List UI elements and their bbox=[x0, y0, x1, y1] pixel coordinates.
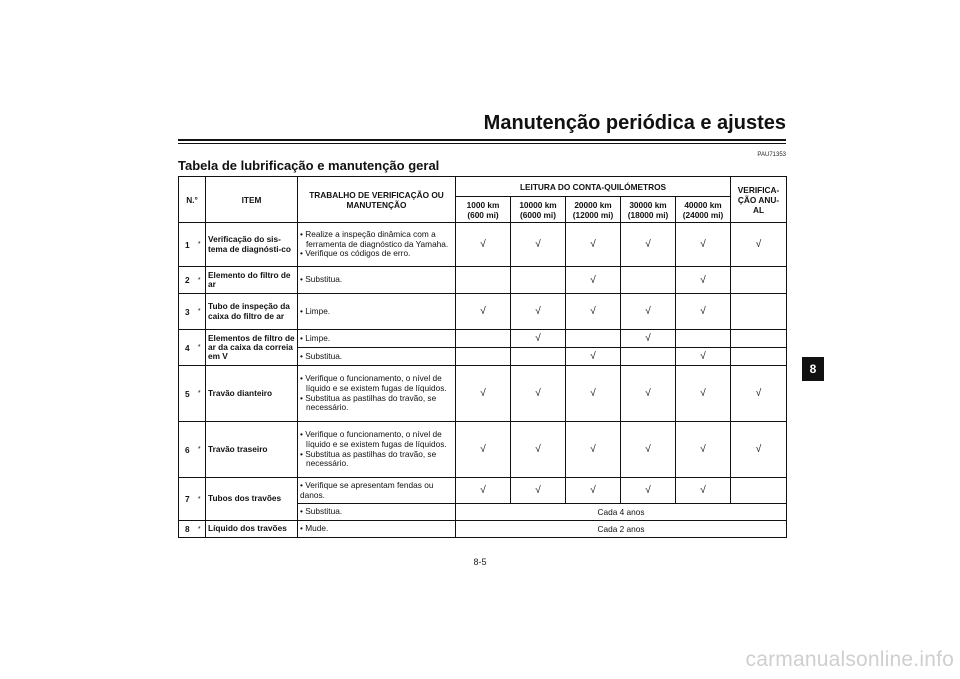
row-work: • Substitua. bbox=[298, 267, 456, 294]
check-cell-empty bbox=[731, 478, 787, 504]
check-cell-empty bbox=[511, 267, 566, 294]
check-cell-empty bbox=[621, 267, 676, 294]
row-work: • Substitua. bbox=[298, 504, 456, 521]
check-mark: √ bbox=[456, 366, 511, 422]
table-row bbox=[179, 366, 787, 422]
check-mark: √ bbox=[676, 267, 731, 294]
check-mark: √ bbox=[511, 223, 566, 267]
check-mark: √ bbox=[566, 478, 621, 504]
check-mark: √ bbox=[456, 478, 511, 504]
check-mark: √ bbox=[566, 348, 621, 366]
row-number: 2 bbox=[179, 267, 196, 294]
row-work: • Limpe. bbox=[298, 294, 456, 330]
asterisk-mark: * bbox=[196, 267, 206, 294]
check-mark: √ bbox=[511, 294, 566, 330]
row-work: • Substitua. bbox=[298, 348, 456, 366]
check-mark: √ bbox=[511, 330, 566, 348]
header-rule-thin bbox=[178, 143, 786, 144]
check-mark: √ bbox=[566, 267, 621, 294]
row-work: • Verifique se apresentam fendas ou danos. bbox=[298, 478, 456, 504]
check-mark: √ bbox=[566, 366, 621, 422]
asterisk-mark: * bbox=[196, 294, 206, 330]
table-row bbox=[179, 521, 787, 538]
header-work: TRABALHO DE VERIFICAÇÃO OU MANUTENÇÃO bbox=[298, 177, 456, 223]
check-mark: √ bbox=[676, 478, 731, 504]
header-odometer: LEITURA DO CONTA-QUILÓMETROS bbox=[456, 177, 731, 197]
header-rule bbox=[178, 139, 786, 141]
check-mark: √ bbox=[676, 223, 731, 267]
header-interval-3: 20000 km (12000 mi) bbox=[566, 197, 621, 223]
check-cell-empty bbox=[731, 294, 787, 330]
check-cell-empty bbox=[731, 267, 787, 294]
row-number: 4 bbox=[179, 330, 196, 366]
row-work: • Realize a inspeção dinâmica com a ferramenta de diagnóstico da Yamaha. • Verifique os códigos de erro. bbox=[298, 223, 456, 267]
check-mark: √ bbox=[621, 294, 676, 330]
check-mark: √ bbox=[676, 422, 731, 478]
check-mark: √ bbox=[456, 223, 511, 267]
check-cell-empty bbox=[731, 348, 787, 366]
check-mark: √ bbox=[566, 422, 621, 478]
row-item: Travão traseiro bbox=[206, 422, 298, 478]
check-cell-empty bbox=[511, 348, 566, 366]
row-number: 1 bbox=[179, 223, 196, 267]
table-row bbox=[179, 223, 787, 267]
check-mark: √ bbox=[621, 330, 676, 348]
row-number: 5 bbox=[179, 366, 196, 422]
header-item: ITEM bbox=[206, 177, 298, 223]
row-number: 6 bbox=[179, 422, 196, 478]
check-mark: √ bbox=[731, 223, 787, 267]
row-item: Verificação do sis-tema de diagnósti-co bbox=[206, 223, 298, 267]
check-mark: √ bbox=[676, 348, 731, 366]
table-row bbox=[179, 294, 787, 330]
document-code: PAU71353 bbox=[757, 152, 786, 158]
check-mark: √ bbox=[621, 478, 676, 504]
check-mark: √ bbox=[511, 422, 566, 478]
row-item: Elemento do filtro de ar bbox=[206, 267, 298, 294]
row-work: • Verifique o funcionamento, o nível de líquido e se existem fugas de líquidos. • Substitua as pastilhas do travão, se necessário. bbox=[298, 366, 456, 422]
check-cell-empty bbox=[566, 330, 621, 348]
asterisk-mark: * bbox=[196, 223, 206, 267]
check-cell-empty bbox=[456, 348, 511, 366]
row-number: 7 bbox=[179, 478, 196, 521]
row-item: Travão dianteiro bbox=[206, 366, 298, 422]
check-cell-empty bbox=[731, 330, 787, 348]
watermark: carmanualsonline.info bbox=[745, 648, 954, 671]
row-item: Tubo de inspeção da caixa do filtro de ar bbox=[206, 294, 298, 330]
check-mark: √ bbox=[456, 422, 511, 478]
asterisk-mark: * bbox=[196, 478, 206, 521]
interval-span: Cada 2 anos bbox=[456, 521, 787, 538]
row-item: Elementos de filtro de ar da caixa da correia em V bbox=[206, 330, 298, 366]
asterisk-mark: * bbox=[196, 422, 206, 478]
check-mark: √ bbox=[731, 366, 787, 422]
table-row bbox=[179, 330, 787, 348]
header-no: N.° bbox=[179, 177, 206, 223]
check-mark: √ bbox=[566, 223, 621, 267]
section-title: Tabela de lubrificação e manutenção geral bbox=[178, 158, 440, 173]
check-cell-empty bbox=[456, 330, 511, 348]
header-annual: VERIFICA-ÇÃO ANU-AL bbox=[731, 177, 787, 223]
header-interval-1: 1000 km (600 mi) bbox=[456, 197, 511, 223]
asterisk-mark: * bbox=[196, 366, 206, 422]
page-number: 8-5 bbox=[473, 557, 487, 567]
check-mark: √ bbox=[731, 422, 787, 478]
header-interval-4: 30000 km (18000 mi) bbox=[621, 197, 676, 223]
table-row bbox=[179, 267, 787, 294]
table-row bbox=[179, 422, 787, 478]
chapter-tab: 8 bbox=[802, 357, 824, 381]
check-mark: √ bbox=[621, 223, 676, 267]
row-item: Tubos dos travões bbox=[206, 478, 298, 521]
check-mark: √ bbox=[621, 366, 676, 422]
check-cell-empty bbox=[456, 267, 511, 294]
header-interval-5: 40000 km (24000 mi) bbox=[676, 197, 731, 223]
row-number: 8 bbox=[179, 521, 196, 538]
maintenance-table bbox=[178, 176, 787, 538]
asterisk-mark: * bbox=[196, 521, 206, 538]
page-header-title: Manutenção periódica e ajustes bbox=[483, 112, 786, 134]
table-header-row bbox=[179, 177, 787, 197]
check-mark: √ bbox=[621, 422, 676, 478]
check-mark: √ bbox=[511, 478, 566, 504]
check-mark: √ bbox=[676, 294, 731, 330]
header-interval-2: 10000 km (6000 mi) bbox=[511, 197, 566, 223]
check-mark: √ bbox=[456, 294, 511, 330]
row-work: • Mude. bbox=[298, 521, 456, 538]
interval-span: Cada 4 anos bbox=[456, 504, 787, 521]
row-work: • Verifique o funcionamento, o nível de líquido e se existem fugas de líquidos. • Substitua as pastilhas do travão, se necessário. bbox=[298, 422, 456, 478]
row-number: 3 bbox=[179, 294, 196, 330]
row-work: • Limpe. bbox=[298, 330, 456, 348]
check-mark: √ bbox=[511, 366, 566, 422]
check-mark: √ bbox=[566, 294, 621, 330]
table-row bbox=[179, 478, 787, 504]
check-cell-empty bbox=[621, 348, 676, 366]
asterisk-mark: * bbox=[196, 330, 206, 366]
check-cell-empty bbox=[676, 330, 731, 348]
row-item: Líquido dos travões bbox=[206, 521, 298, 538]
check-mark: √ bbox=[676, 366, 731, 422]
